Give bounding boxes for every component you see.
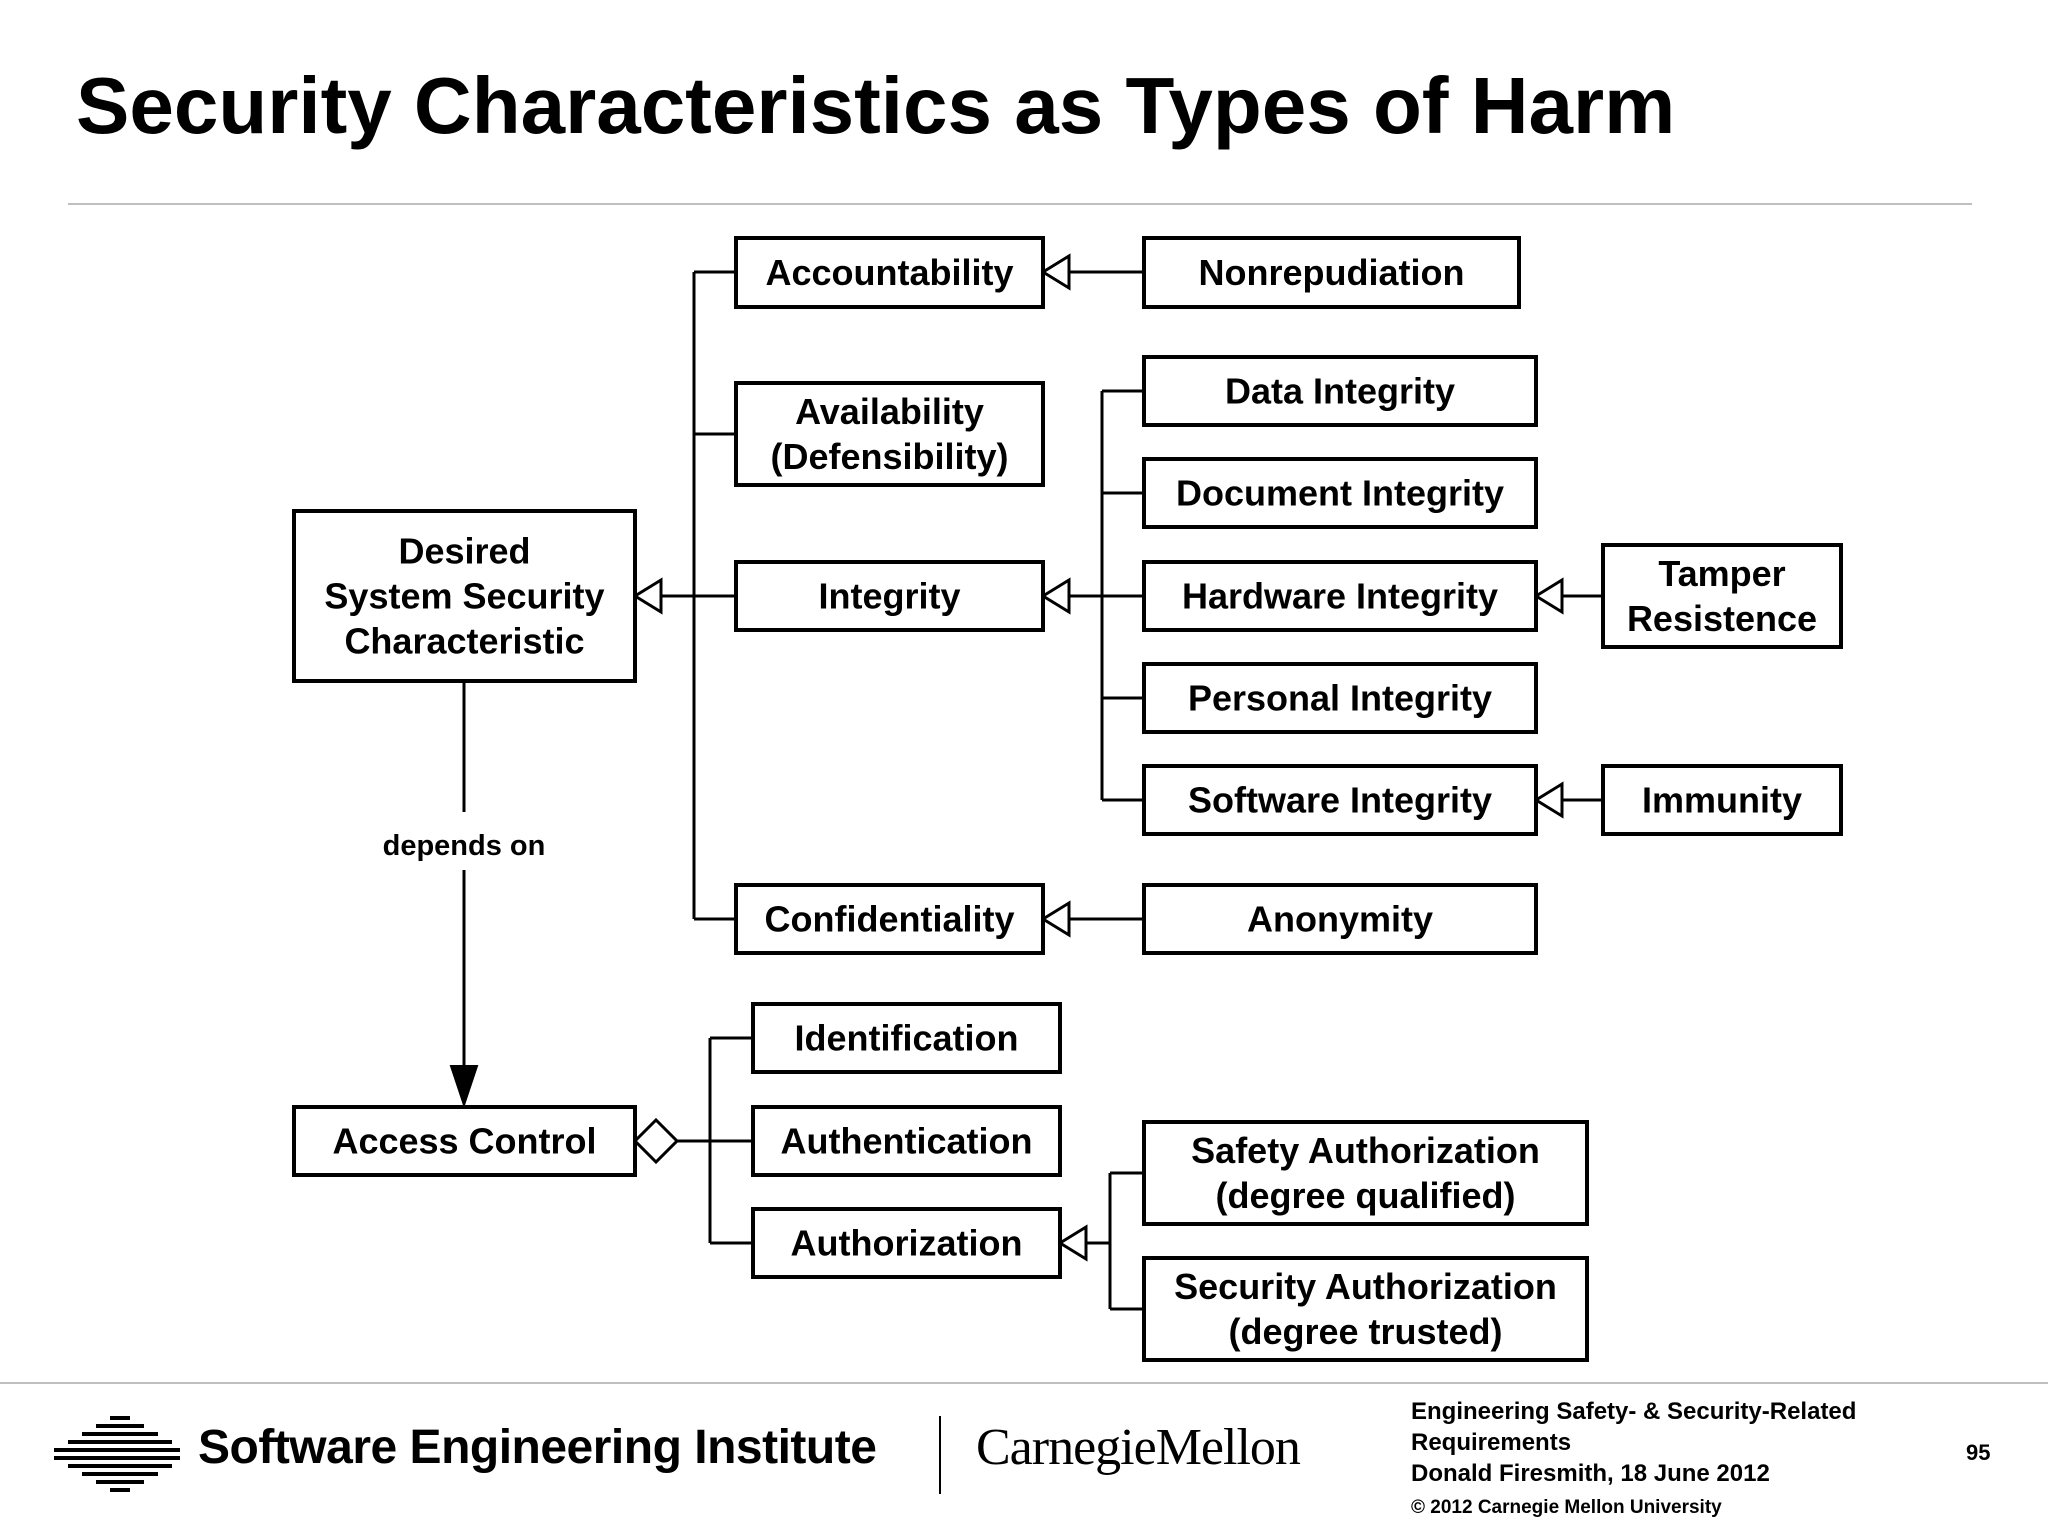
node-nonrepudiation: [1144, 238, 1519, 307]
aggregation-connector: [677, 1038, 753, 1243]
generalization-arrowhead: [1043, 580, 1069, 612]
node-label: (degree qualified): [1215, 1175, 1516, 1216]
generalization-arrowhead: [635, 580, 661, 612]
node-confidentiality: [736, 885, 1043, 953]
sei-logo-icon: [52, 1414, 182, 1494]
node-label: Identification: [794, 1017, 1019, 1059]
node-authorization: [753, 1209, 1060, 1277]
node-hardware-integrity: [1144, 562, 1536, 630]
footer-info: [1411, 1396, 1856, 1489]
footer-divider: [0, 1382, 2048, 1384]
logo-divider: [939, 1416, 941, 1494]
node-label: Document Integrity: [1175, 472, 1505, 514]
generalization-arrowhead: [1536, 784, 1562, 816]
node-accountability: [736, 238, 1043, 307]
node-software-integrity: [1144, 766, 1536, 834]
node-data-integrity: [1144, 357, 1536, 425]
dependency-arrowhead: [451, 1066, 477, 1105]
integrity-subtypes-connector: [1069, 391, 1144, 800]
node-access-control: [294, 1107, 635, 1175]
node-desired: [294, 511, 635, 681]
node-label: Security Authorization: [1174, 1266, 1557, 1307]
node-label: Tamper: [1658, 553, 1786, 594]
generalization-arrowhead: [1043, 256, 1069, 288]
page-number: 95: [1966, 1440, 1991, 1465]
copyright: © 2012 Carnegie Mellon University: [1411, 1497, 1722, 1518]
aggregation-diamond: [635, 1120, 677, 1162]
node-safety-authorization: [1144, 1122, 1587, 1224]
node-label: Anonymity: [1246, 898, 1434, 940]
course-title-line2: Requirements: [1411, 1429, 1572, 1456]
node-label: Authorization: [790, 1222, 1023, 1264]
node-label: Resistence: [1626, 598, 1818, 639]
node-personal-integrity: [1144, 664, 1536, 732]
node-label: Confidentiality: [764, 898, 1015, 940]
generalization-arrowhead: [1043, 903, 1069, 935]
node-label: Personal Integrity: [1187, 677, 1493, 719]
node-label: Data Integrity: [1224, 370, 1456, 412]
node-label: Safety Authorization: [1191, 1130, 1540, 1171]
node-availability: [736, 383, 1043, 485]
generalization-arrowhead: [1060, 1227, 1086, 1259]
author-date: Donald Firesmith, 18 June 2012: [1411, 1460, 1770, 1487]
node-label: (degree trusted): [1228, 1311, 1503, 1352]
generalization-arrowhead: [1536, 580, 1562, 612]
generalization-connector: [661, 272, 736, 919]
course-title-line1: Engineering Safety- & Security-Related: [1411, 1398, 1857, 1425]
node-label: Availability: [795, 391, 984, 432]
sei-wordmark: Software Engineering Institute: [198, 1421, 877, 1474]
authorization-subtypes-connector: [1086, 1173, 1144, 1309]
depends-on-label: depends on: [382, 830, 546, 862]
node-label: Characteristic: [344, 620, 585, 662]
node-label: Desired: [398, 530, 531, 572]
edge-labels: [383, 830, 546, 862]
node-label: Nonrepudiation: [1198, 252, 1465, 293]
node-document-integrity: [1144, 459, 1536, 527]
node-label: Immunity: [1641, 779, 1803, 821]
node-label: Accountability: [765, 252, 1014, 293]
node-label: Software Integrity: [1187, 779, 1493, 821]
node-anonymity: [1144, 885, 1536, 953]
node-tamper-resistence: [1603, 545, 1841, 647]
node-authentication: [753, 1107, 1060, 1175]
slide-title: Security Characteristics as Types of Harm: [76, 61, 1676, 150]
node-label: Authentication: [780, 1120, 1033, 1162]
node-label: Access Control: [332, 1120, 597, 1162]
cmu-wordmark: CarnegieMellon: [976, 1419, 1300, 1476]
node-immunity: [1603, 766, 1841, 834]
node-label: Hardware Integrity: [1181, 575, 1499, 617]
node-label: (Defensibility): [770, 436, 1009, 477]
nodes: [294, 238, 1841, 1360]
node-security-authorization: [1144, 1258, 1587, 1360]
node-identification: [753, 1004, 1060, 1072]
node-integrity: [736, 562, 1043, 630]
node-label: System Security: [324, 575, 605, 617]
node-label: Integrity: [818, 575, 961, 617]
